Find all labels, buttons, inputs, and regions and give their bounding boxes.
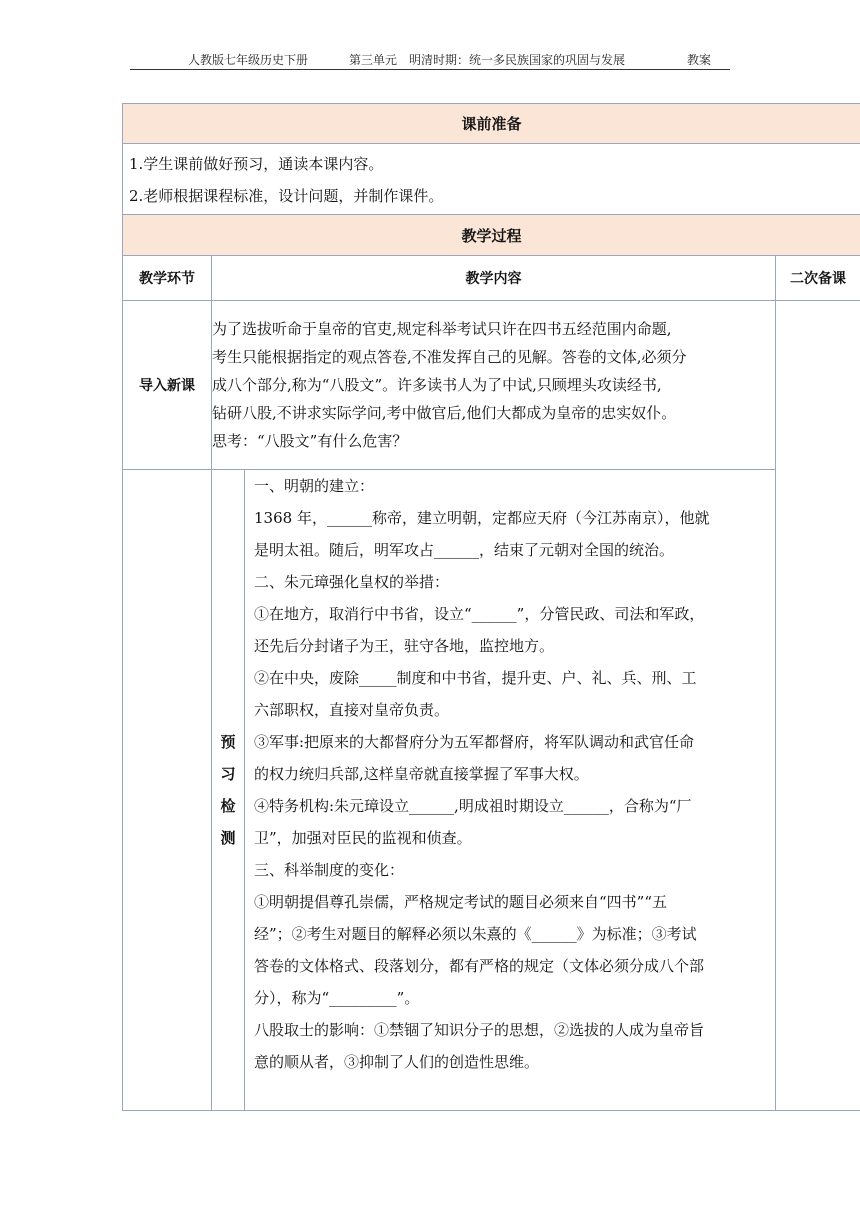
intro-line: 思考：“八股文”有什么危害？ xyxy=(212,432,408,450)
header-rule xyxy=(130,69,730,70)
intro-line: 考生只能根据指定的观点答卷,不准发挥自己的见解。答卷的文体,必须分 xyxy=(212,348,687,366)
preview-line: 是明太祖。随后，明军攻占______，结束了元朝对全国的统治。 xyxy=(254,541,675,559)
preview-label-char: 预 xyxy=(220,733,236,751)
header-book-title: 人教版七年级历史下册 xyxy=(188,53,309,67)
prep-section-title: 课前准备 xyxy=(123,104,860,144)
preview-label-char: 习 xyxy=(220,765,236,783)
preview-line: 八股取士的影响：①禁锢了知识分子的思想，②选拔的人成为皇帝旨 xyxy=(254,1021,705,1039)
lesson-plan-table xyxy=(122,103,860,1111)
preview-line: 一、明朝的建立： xyxy=(254,477,375,495)
intro-line: 成八个部分,称为“八股文”。许多读书人为了中试,只顾埋头攻读经书, xyxy=(212,376,662,394)
preview-line: ③军事:把原来的大都督府分为五军都督府，将军队调动和武官任命 xyxy=(254,733,695,751)
preview-label-char: 检 xyxy=(220,797,236,815)
intro-label: 导入新课 xyxy=(123,301,212,470)
preview-stage-empty xyxy=(123,470,212,1111)
preview-content xyxy=(245,470,776,1111)
preview-line: 1368 年，______称帝，建立明朝，定都应天府（今江苏南京），他就 xyxy=(254,509,710,527)
col-header-content: 教学内容 xyxy=(212,256,776,301)
preview-label-char: 测 xyxy=(220,829,236,847)
preview-line: 意的顺从者，③抑制了人们的创造性思维。 xyxy=(254,1053,540,1071)
intro-line: 钻研八股,不讲求实际学问,考中做官后,他们大都成为皇帝的忠实奴仆。 xyxy=(212,404,677,422)
revision-cell xyxy=(776,301,860,1111)
intro-content xyxy=(212,301,776,470)
prep-line-2: 2.老师根据课程标准，设计问题，并制作课件。 xyxy=(129,187,444,205)
process-section-title: 教学过程 xyxy=(123,215,860,256)
header-unit-title: 第三单元 明清时期：统一多民族国家的巩固与发展 xyxy=(349,53,626,67)
preview-line: 卫”，加强对臣民的监视和侦查。 xyxy=(254,829,472,847)
page-header xyxy=(130,49,730,70)
preview-label xyxy=(212,470,245,1111)
preview-line: ①明朝提倡尊孔崇儒，严格规定考试的题目必须来自“四书”“五 xyxy=(254,893,668,911)
intro-line: 为了选拔听命于皇帝的官吏,规定科举考试只许在四书五经范围内命题, xyxy=(212,320,672,338)
prep-content xyxy=(123,144,860,215)
preview-line: 的权力统归兵部,这样皇帝就直接掌握了军事大权。 xyxy=(254,765,589,783)
preview-line: 答卷的文体格式、段落划分，都有严格的规定（文体必须分成八个部 xyxy=(254,957,705,975)
preview-line: 三、科举制度的变化： xyxy=(254,861,405,879)
preview-line: 经”；②考生对题目的解释必须以朱熹的《______》为标准；③考试 xyxy=(254,925,697,943)
preview-line: ④特务机构:朱元璋设立______,明成祖时期设立______，合称为“厂 xyxy=(254,797,692,815)
preview-line: ①在地方，取消行中书省，设立“______”，分管民政、司法和军政， xyxy=(254,605,705,623)
preview-line: 六部职权，直接对皇帝负责。 xyxy=(254,701,450,719)
preview-line: 二、朱元璋强化皇权的举措： xyxy=(254,573,450,591)
preview-line: ②在中央，废除_____制度和中书省，提升吏、户、礼、兵、刑、工 xyxy=(254,669,697,687)
preview-line: 分），称为“_________”。 xyxy=(254,989,420,1007)
preview-line: 还先后分封诸子为王，驻守各地，监控地方。 xyxy=(254,637,555,655)
header-doc-type: 教案 xyxy=(687,53,712,67)
col-header-revision: 二次备课 xyxy=(776,256,860,301)
prep-line-1: 1.学生课前做好预习，通读本课内容。 xyxy=(129,155,384,173)
col-header-stage: 教学环节 xyxy=(123,256,212,301)
